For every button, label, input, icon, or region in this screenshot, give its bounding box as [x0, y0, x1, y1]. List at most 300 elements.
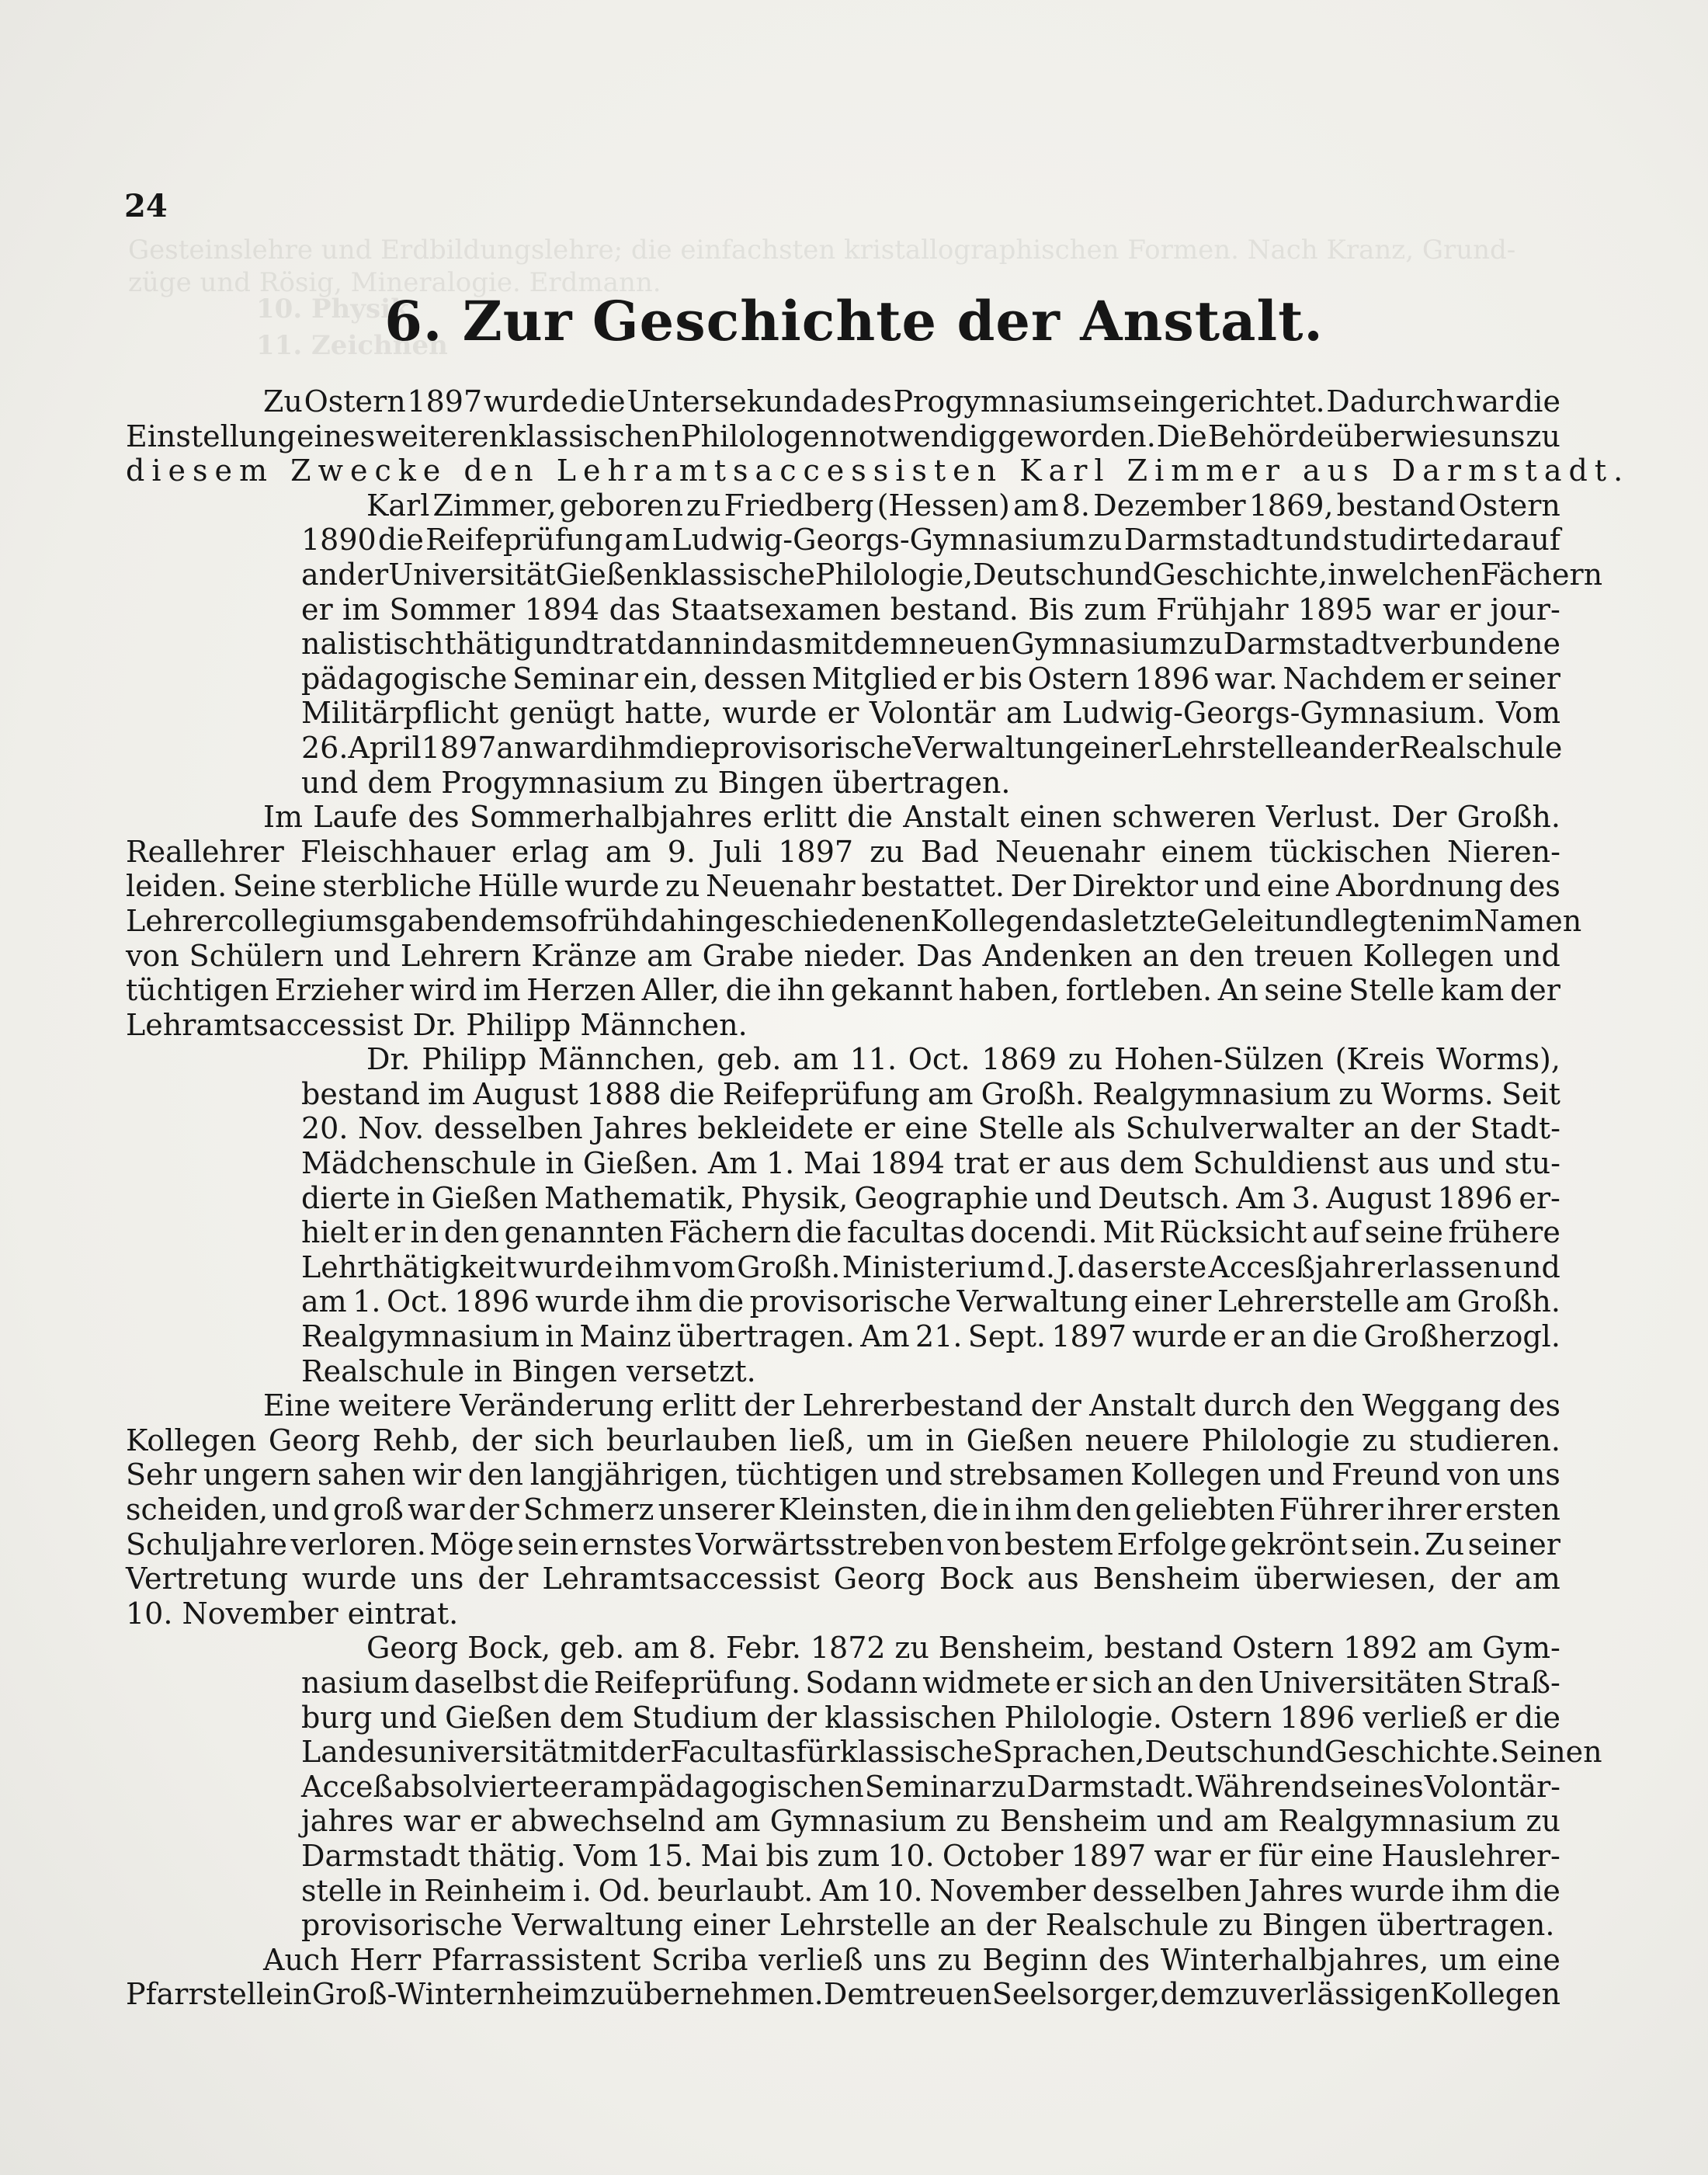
word: erlitt [762, 800, 837, 835]
text-line [126, 1250, 1560, 1285]
word: war [1456, 384, 1514, 419]
word: Nachdem [1283, 661, 1426, 696]
text-line [126, 973, 1560, 1008]
word: absolvierte [393, 1769, 560, 1804]
word: und [533, 627, 591, 662]
word: 1872 [810, 1631, 886, 1666]
word: Abordnung [1336, 869, 1503, 904]
word: Lehrercollegiums [126, 903, 389, 938]
word: den [443, 1215, 500, 1250]
word: Stadt- [1470, 1111, 1560, 1146]
word: bestand. [890, 592, 1019, 627]
word: der [1509, 973, 1560, 1008]
text-line [126, 1597, 1560, 1631]
word: um [866, 1423, 914, 1458]
word: zu [1088, 523, 1123, 558]
word: ernstes [581, 1527, 693, 1562]
text-line [126, 1458, 1560, 1492]
word: verbundene [1382, 627, 1560, 662]
word: 1897 [421, 730, 497, 765]
word: Andenken [982, 938, 1133, 973]
word: Seelsorger, [991, 1977, 1161, 2012]
word: Schmerz [522, 1492, 654, 1527]
word: in [410, 1215, 439, 1250]
section-heading: 6. Zur Geschichte der Anstalt. [384, 289, 1324, 353]
word: Auch [263, 1942, 339, 1977]
word: Physik, [741, 1180, 849, 1215]
word: zu [991, 1769, 1026, 1804]
word: von [126, 938, 179, 973]
word: der [471, 1423, 522, 1458]
word: gekannt [831, 973, 953, 1008]
word: Darmstadt [301, 1838, 460, 1873]
word: Gymnasium [769, 1804, 946, 1839]
word: der [1349, 730, 1400, 765]
word: Deutsch [1144, 1735, 1268, 1770]
text-line [126, 1874, 1560, 1909]
word: und [333, 938, 391, 973]
word: Scriba [651, 1942, 748, 1977]
word: 1. [765, 1146, 795, 1181]
word: er [1218, 1838, 1251, 1873]
word: Philipp [422, 1042, 527, 1077]
word: er [1449, 592, 1481, 627]
word: Georg [833, 1562, 925, 1597]
bleed-through-line: 11. Zeichnen [256, 330, 448, 361]
word: Ostern [1170, 1700, 1272, 1735]
word: provisorische [710, 730, 913, 765]
word: hatte, [624, 696, 712, 731]
word: 8. [688, 1631, 717, 1666]
word: seine [1364, 1215, 1443, 1250]
word: aus [1377, 1146, 1430, 1181]
word: Seine [232, 869, 317, 904]
word: Facultas [670, 1735, 796, 1770]
word: weiteren [375, 419, 509, 453]
text-line [126, 1527, 1560, 1562]
text-line [126, 696, 1560, 731]
word: Mai [803, 1146, 861, 1181]
word: Karl [366, 488, 430, 523]
word: er [1055, 1665, 1088, 1700]
word: geboren [559, 488, 683, 523]
word: erlitt [661, 1388, 736, 1423]
word: Zu [263, 384, 303, 419]
word: die [668, 1076, 715, 1111]
word: Herzen [526, 973, 636, 1008]
word: zum [817, 1838, 880, 1873]
word: aus [1058, 1146, 1111, 1181]
word: Kollegen [1429, 1977, 1560, 2012]
word: den [467, 1458, 524, 1492]
word: Am [860, 1319, 910, 1354]
word: Mädchenschule [301, 1146, 536, 1181]
word: Kränze [531, 938, 637, 973]
word: Frühjahr [1156, 592, 1289, 627]
word: Ostern [1458, 488, 1560, 523]
word: im [342, 592, 380, 627]
text-line [126, 453, 1630, 488]
word: am [927, 1076, 974, 1111]
word: des [1098, 1942, 1151, 1977]
word: Nov. [358, 1111, 425, 1146]
text-line [126, 1284, 1560, 1319]
word: sahen [317, 1458, 406, 1492]
word: Schulverwalter [1125, 1111, 1354, 1146]
word: überwies [1335, 419, 1472, 453]
text-line [126, 1839, 1560, 1874]
word: Mai [700, 1838, 759, 1873]
word: in [545, 1146, 575, 1181]
word: erste [1130, 1249, 1207, 1284]
word: kam [1440, 973, 1505, 1008]
word: leiden. [126, 869, 227, 904]
text-line [126, 1146, 1560, 1181]
word: Staatsexamen [670, 592, 881, 627]
word: 1896 [1437, 1180, 1513, 1215]
word: groß [333, 1492, 404, 1527]
word: 8. [1061, 488, 1091, 523]
word: Verwaltung [956, 1284, 1129, 1319]
word: er [942, 661, 974, 696]
word: Friedberg [724, 488, 874, 523]
line-text: und dem Progymnasium zu Bingen übertragen. [301, 765, 1011, 800]
word: Geographie [854, 1180, 1029, 1215]
text-line [126, 766, 1560, 801]
word: Direktor [1071, 869, 1199, 904]
word: Winterhalbjahres, [1160, 1942, 1429, 1977]
word: bekleidete [697, 1111, 854, 1146]
word: 3. [1291, 1180, 1320, 1215]
word: abwechselnd [510, 1804, 706, 1839]
text-line [126, 557, 1603, 592]
word: 9. [667, 834, 696, 869]
word: Gießen [445, 1700, 552, 1735]
word: Jahres [592, 1111, 688, 1146]
word: thätig. [467, 1838, 566, 1873]
word: Ludwig-Georgs-Gymnasium [672, 523, 1086, 558]
text-line [126, 488, 1560, 523]
word: Universität [388, 557, 556, 592]
word: seine [1264, 973, 1343, 1008]
word: Worms), [1435, 1042, 1560, 1077]
word: Geschichte, [1152, 557, 1328, 592]
word: Realschule [1399, 730, 1563, 765]
word: Der [1010, 869, 1066, 904]
word: Verlust. [1266, 800, 1382, 835]
word: 1897 [1071, 1838, 1147, 1873]
word: i. [572, 1873, 592, 1908]
word: dann [647, 627, 722, 662]
text-line [126, 1215, 1560, 1250]
word: der [1409, 1111, 1460, 1146]
word: er [560, 1769, 592, 1804]
word: widmete [922, 1665, 1051, 1700]
word: Kollegen [1130, 1458, 1262, 1492]
word: die [1514, 1873, 1560, 1908]
word: Gießen. [582, 1146, 700, 1181]
text-line [126, 1319, 1560, 1354]
word: er [1431, 661, 1463, 696]
word: 1896 [1134, 661, 1210, 696]
word: und [1503, 938, 1560, 973]
word: Sodann [805, 1665, 918, 1700]
word: klassischen [824, 1700, 997, 1735]
word: 1. [352, 1284, 381, 1319]
word: Darmstadt [1123, 523, 1283, 558]
word: Fächern [668, 1215, 791, 1250]
word: die [725, 973, 772, 1008]
word: in [925, 1423, 955, 1458]
word: wurde [518, 1249, 613, 1284]
word: auf [1311, 1215, 1360, 1250]
word: um [1439, 1942, 1487, 1977]
word: ihm [635, 1284, 693, 1319]
word: Landesuniversität [301, 1735, 571, 1770]
word: studieren. [1408, 1423, 1560, 1458]
word: legten [1342, 903, 1437, 938]
word: 1894 [870, 1146, 945, 1181]
word: des [408, 800, 460, 835]
word: Vertretung [126, 1562, 289, 1597]
word: die [796, 1215, 842, 1250]
word: Dezember [1093, 488, 1246, 523]
word: der [477, 1562, 529, 1597]
word: ihm [609, 730, 665, 765]
word: er [827, 696, 859, 731]
word: eine [1310, 1838, 1374, 1873]
word: er- [1519, 1180, 1560, 1215]
word: er [1018, 1146, 1050, 1181]
word: Reifeprüfung. [593, 1665, 801, 1700]
word: das [609, 592, 661, 627]
word: verließ [759, 1942, 863, 1977]
word: und [1503, 1249, 1560, 1284]
word: Ostern [304, 384, 406, 419]
word: trat [591, 627, 647, 662]
word: bestattet. [861, 869, 1005, 904]
word: Gießen [966, 1423, 1073, 1458]
word: sein [517, 1527, 579, 1562]
word: Lehrthätigkeit [301, 1249, 517, 1284]
word: Schuldienst [1192, 1146, 1370, 1181]
word: Progymnasiums [893, 384, 1132, 419]
word: bis [765, 1838, 810, 1873]
word: ungern [203, 1458, 311, 1492]
word: Lehrerstelle [1217, 1284, 1400, 1319]
word: zu [1068, 1042, 1103, 1077]
word: 1896 [1279, 1700, 1356, 1735]
word: Worms. [1380, 1076, 1494, 1111]
word: Reallehrer [126, 834, 284, 869]
word: Mitglied [811, 661, 938, 696]
word: einen [1019, 800, 1102, 835]
word: Rücksicht [1159, 1215, 1307, 1250]
word: sein. [1351, 1527, 1422, 1562]
word: in [545, 1319, 575, 1354]
word: dem [853, 627, 918, 662]
word: Studium [631, 1700, 759, 1735]
word: 1869, [1248, 488, 1334, 523]
word: pädagogische [301, 661, 508, 696]
word: treuen [1254, 938, 1353, 973]
word: die [847, 800, 894, 835]
word: das [1061, 903, 1113, 938]
text-line [126, 800, 1560, 835]
word: 1869 [981, 1042, 1057, 1077]
page-number: 24 [124, 188, 168, 224]
text-line [126, 1562, 1560, 1597]
word: Das [916, 938, 973, 973]
word: Reifeprüfung [425, 523, 623, 558]
word: klassischen [508, 419, 681, 453]
word: Bensheim [999, 1804, 1147, 1839]
word: wurde [564, 869, 660, 904]
word: er [1232, 1319, 1265, 1354]
word: ihrer [1387, 1492, 1462, 1527]
line-text: Lehramtsaccessist Dr. Philipp Männchen. [126, 1007, 748, 1042]
word: Vorwärtsstreben [696, 1527, 944, 1562]
word: Ostern [1232, 1631, 1335, 1666]
word: Oct. [386, 1284, 449, 1319]
text-line [126, 1804, 1560, 1839]
word: Die [1156, 419, 1207, 453]
word: 1897 [1051, 1319, 1127, 1354]
word: aus [1026, 1562, 1079, 1597]
word: wird [409, 973, 477, 1008]
word: zu [894, 1631, 929, 1666]
word: Oct. [908, 1042, 970, 1077]
word: an [1269, 1319, 1307, 1354]
word: Deutsch. [1098, 1180, 1231, 1215]
word: am [1012, 488, 1059, 523]
word: uns [1507, 1458, 1560, 1492]
word: am [714, 1804, 761, 1839]
word: und [1203, 869, 1262, 904]
text-line [126, 1666, 1560, 1701]
word: eine [904, 1111, 969, 1146]
word: Volontär- [1424, 1769, 1560, 1804]
word: Ostern [1027, 661, 1130, 696]
text-line [126, 1111, 1560, 1146]
word: und [1267, 1458, 1325, 1492]
word: klassische [839, 1735, 993, 1770]
word: zu [1526, 419, 1560, 453]
word: die [543, 1665, 589, 1700]
word: Bock, [467, 1631, 551, 1666]
word: von [947, 1527, 1002, 1562]
text-line [126, 730, 1563, 766]
word: Juli [712, 834, 762, 869]
word: 1897 [778, 834, 854, 869]
word: wurde [483, 384, 578, 419]
word: neuere [1085, 1423, 1190, 1458]
text-line [126, 1701, 1560, 1735]
word: an [496, 730, 533, 765]
word: er [301, 592, 333, 627]
word: thätig [444, 627, 533, 662]
word: Erfolge [1116, 1527, 1227, 1562]
word: wir [412, 1458, 462, 1492]
word: die [932, 1492, 979, 1527]
word: Kollegen [1363, 938, 1494, 973]
word: die [579, 384, 626, 419]
word: Geleit [1196, 903, 1286, 938]
word: und [1285, 903, 1342, 938]
word: jahres [301, 1804, 394, 1839]
word: tüchtigen [126, 973, 269, 1008]
word: tückischen [1269, 834, 1431, 869]
word: scheiden, [126, 1492, 269, 1527]
word: die [377, 523, 424, 558]
word: Einstellung [126, 419, 297, 453]
word: provisorische [749, 1284, 952, 1319]
word: 20. [301, 1111, 349, 1146]
word: und [1438, 1146, 1496, 1181]
word: einer [1083, 730, 1161, 765]
word: seiner [1467, 661, 1560, 696]
word: An [1217, 973, 1258, 1008]
word: (Hessen) [877, 488, 1010, 523]
word: mit [570, 1735, 620, 1770]
word: 1897 [407, 384, 483, 419]
word: die [1312, 1319, 1359, 1354]
text-line [126, 835, 1560, 870]
word: Ministerium [842, 1249, 1026, 1284]
word: übertragen. [676, 1319, 855, 1354]
word: April [348, 730, 422, 765]
word: beurlaubt. [657, 1873, 814, 1908]
text-line [126, 1388, 1560, 1423]
word: Gießen [555, 557, 663, 592]
word: Der [1391, 800, 1447, 835]
word: Möge [429, 1527, 515, 1562]
word: Schülern [189, 938, 325, 973]
text-line [126, 1770, 1560, 1805]
word: Am [707, 1146, 758, 1181]
word: 1888 [585, 1076, 661, 1111]
text-line [126, 1492, 1560, 1527]
word: war. [1214, 661, 1278, 696]
word: desselben [433, 1111, 583, 1146]
word: in [283, 1977, 312, 2012]
word: in [722, 627, 752, 662]
word: Mainz [579, 1319, 672, 1354]
word: Beginn [982, 1942, 1088, 1977]
word: Militärpflicht [301, 696, 499, 731]
word: in [396, 1180, 425, 1215]
word: Od. [598, 1873, 651, 1908]
word: geworden. [998, 419, 1156, 453]
word: am [647, 938, 693, 973]
word: erlag [511, 834, 589, 869]
word: Groß-Winternheim [311, 1977, 590, 2012]
word: klassische [662, 557, 815, 592]
word: zu [590, 1977, 625, 2012]
word: 1895 [1297, 592, 1373, 627]
word: tüchtigen [735, 1458, 879, 1492]
text-line [126, 1423, 1560, 1458]
word: Im [263, 800, 304, 835]
word: letzte [1113, 903, 1196, 938]
word: Eine [263, 1388, 331, 1423]
word: dessen [703, 661, 807, 696]
word: 1896 [454, 1284, 529, 1319]
word: Anstalt [1089, 1388, 1196, 1423]
word: Fächern [1480, 557, 1603, 592]
bleed-through-line: züge und Rösig, Mineralogie. Erdmann. [128, 267, 661, 298]
word: Philologen [680, 419, 839, 453]
